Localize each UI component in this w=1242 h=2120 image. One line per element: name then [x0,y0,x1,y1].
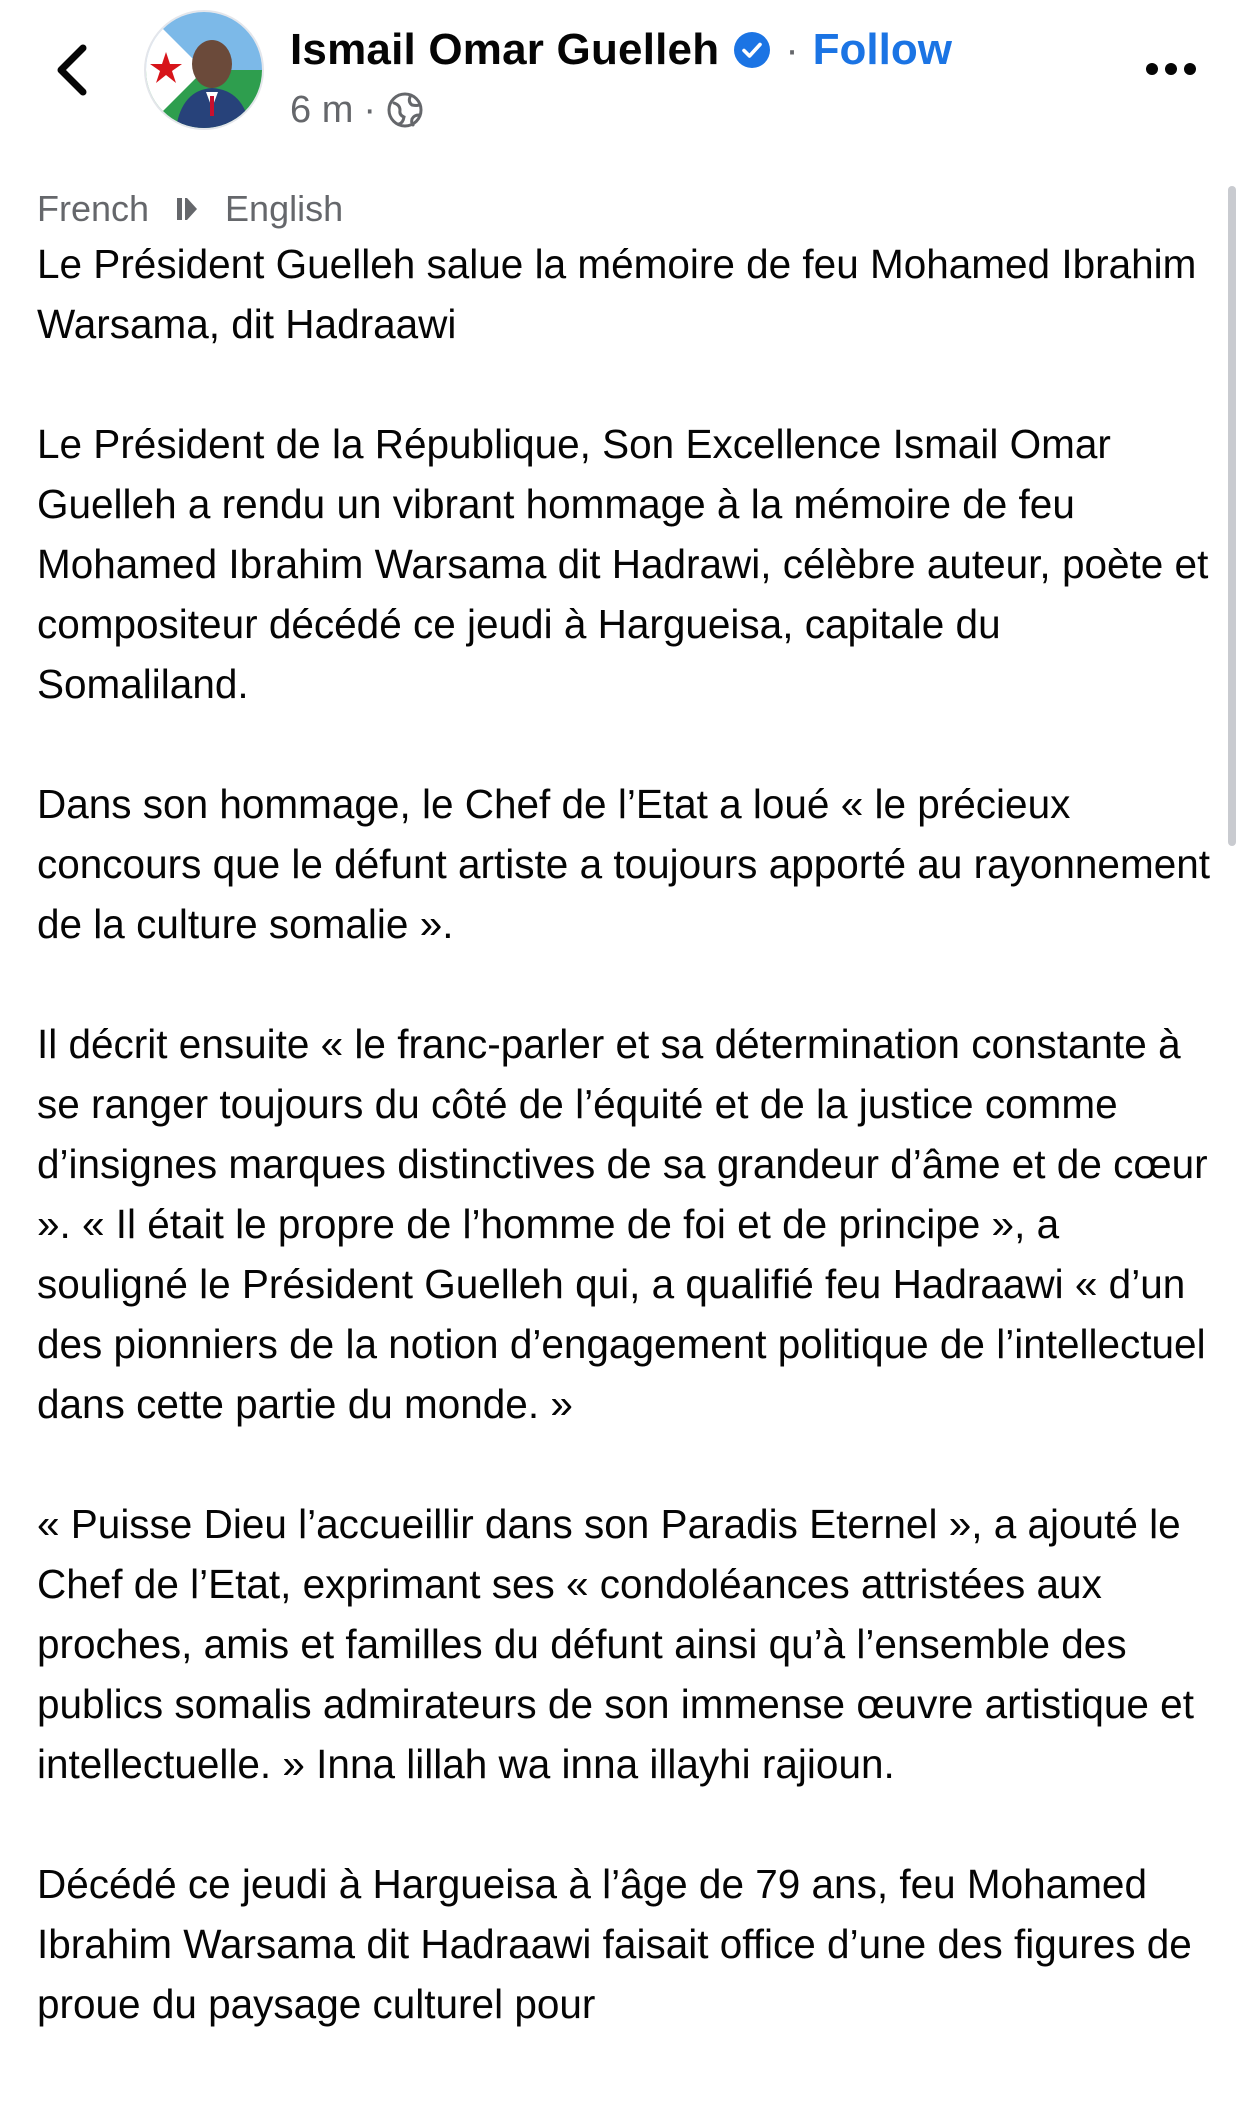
more-options-button[interactable] [1140,44,1202,94]
target-language[interactable]: English [225,188,344,229]
meta-separator: · [363,88,377,131]
separator-dot: · [785,27,799,72]
post-paragraph: Il décrit ensuite « le franc-parler et sa détermination constante à se ranger toujours du côté de l’équité et de la justice comme d’insignes marques distinctives de sa grandeur d’âme et de cœur ». « Il était le propre de l’homme de foi et de principe », a souligné le Président Guelleh qui, a qualifié feu Hadraawi « d’un des pionniers de la notion d’engagement politique de l’intellectuel dans cette partie du monde. » [37,1021,1208,1427]
post-paragraph: « Puisse Dieu l’accueillir dans son Paradis Eternel », a ajouté le Chef de l’Etat, exprimant ses « condoléances attristées aux proches, amis et familles du défunt ainsi qu’à l’ensemble des publics somalis admirateurs de son immense œuvre artistique et intellectuelle. » Inna lillah wa inna illayhi rajioun. [37,1501,1194,1787]
author-name[interactable]: Ismail Omar Guelleh [290,25,720,74]
avatar[interactable] [144,10,264,130]
post-paragraph: Décédé ce jeudi à Hargueisa à l’âge de 79 ans, feu Mohamed Ibrahim Warsama dit Hadraawi faisait office d’une des figures de proue du paysage culturel pour [37,1861,1192,2027]
chevron-left-icon [55,44,89,96]
post-text [37,234,1217,2094]
more-horizontal-icon [1145,62,1197,76]
translation-bar[interactable] [37,186,343,232]
post-time[interactable]: 6 m [290,88,354,131]
post-paragraph: Le Président de la République, Son Excellence Ismail Omar Guelleh a rendu un vibrant hommage à la mémoire de feu Mohamed Ibrahim Warsama dit Hadrawi, célèbre auteur, poète et compositeur décédé ce jeudi à Hargueisa, capitale du Somaliland. [37,421,1209,707]
avatar-image [146,12,262,128]
follow-button[interactable]: Follow [812,25,952,74]
source-language[interactable]: French [37,188,150,229]
translate-arrow-icon [173,194,201,224]
post-header [0,0,1242,150]
globe-icon[interactable] [386,91,424,129]
scrollbar[interactable] [1228,186,1236,846]
back-button[interactable] [44,38,100,102]
verified-badge-icon [733,31,771,69]
post-paragraph: Le Président Guelleh salue la mémoire de feu Mohamed Ibrahim Warsama, dit Hadraawi [37,241,1197,347]
post-paragraph: Dans son hommage, le Chef de l’Etat a loué « le précieux concours que le défunt artiste a toujours apporté au rayonnement de la culture somalie ». [37,781,1210,947]
post-meta [290,84,424,136]
